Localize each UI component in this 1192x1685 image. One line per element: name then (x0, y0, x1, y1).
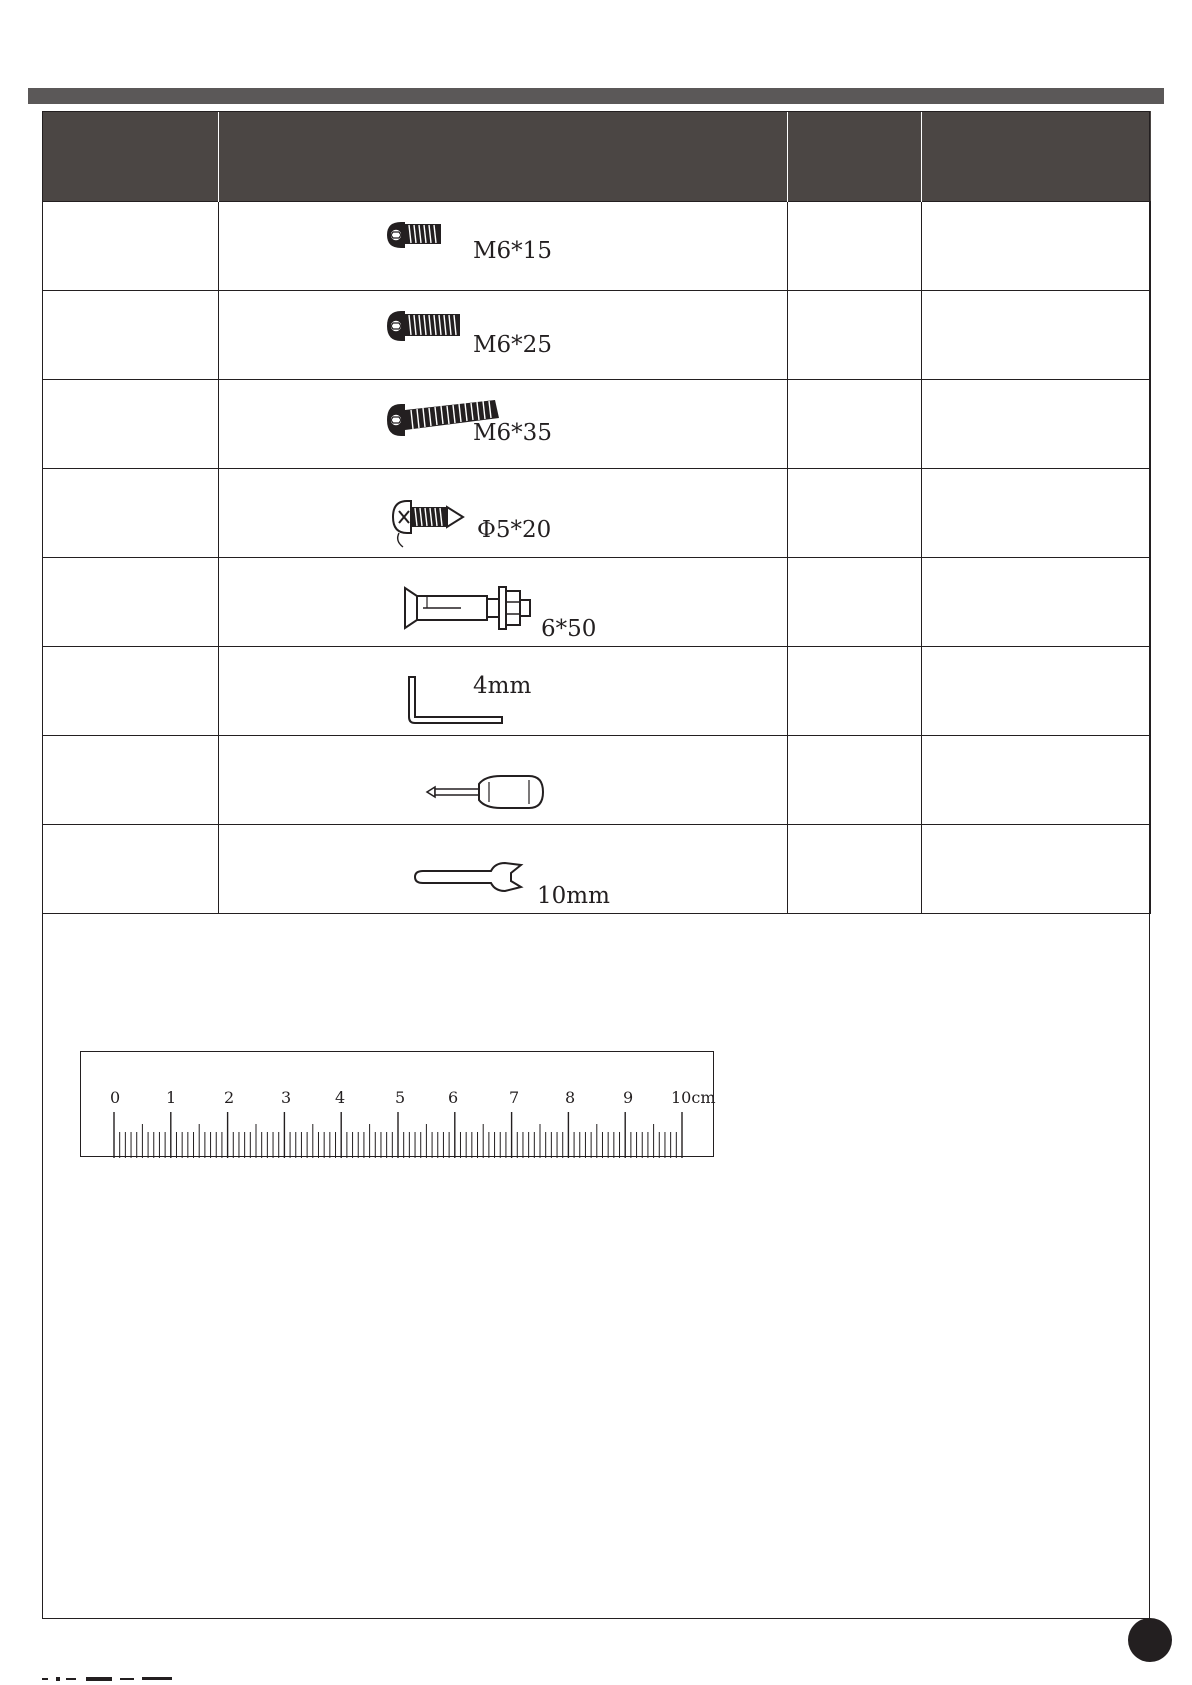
ruler-label: 7 (509, 1088, 520, 1107)
ruler-label: 5 (395, 1088, 406, 1107)
ruler-label: 3 (281, 1088, 292, 1107)
ruler-label: 10cm (671, 1088, 716, 1107)
part-spec-label: Φ5*20 (477, 517, 552, 543)
part-spec-label: M6*25 (473, 332, 552, 358)
part-spec-label: M6*15 (473, 238, 552, 264)
ruler-label: 6 (448, 1088, 459, 1107)
measurement-ruler (80, 1051, 714, 1157)
ruler-label: 8 (565, 1088, 576, 1107)
ruler-label: 0 (110, 1088, 121, 1107)
page-frame (42, 111, 1150, 1619)
ruler-label: 2 (224, 1088, 235, 1107)
ruler-label: 1 (166, 1088, 177, 1107)
part-spec-label: 4mm (473, 673, 532, 699)
printer-marks (42, 1676, 182, 1682)
part-spec-label: M6*35 (473, 420, 552, 446)
part-spec-label: 6*50 (541, 616, 597, 642)
part-spec-label: 10mm (537, 883, 610, 909)
ruler-label: 4 (335, 1088, 346, 1107)
ruler-label: 9 (623, 1088, 634, 1107)
ruler-ticks (81, 1052, 715, 1158)
page-number-badge (1128, 1618, 1172, 1662)
top-decorative-bar (28, 88, 1164, 104)
